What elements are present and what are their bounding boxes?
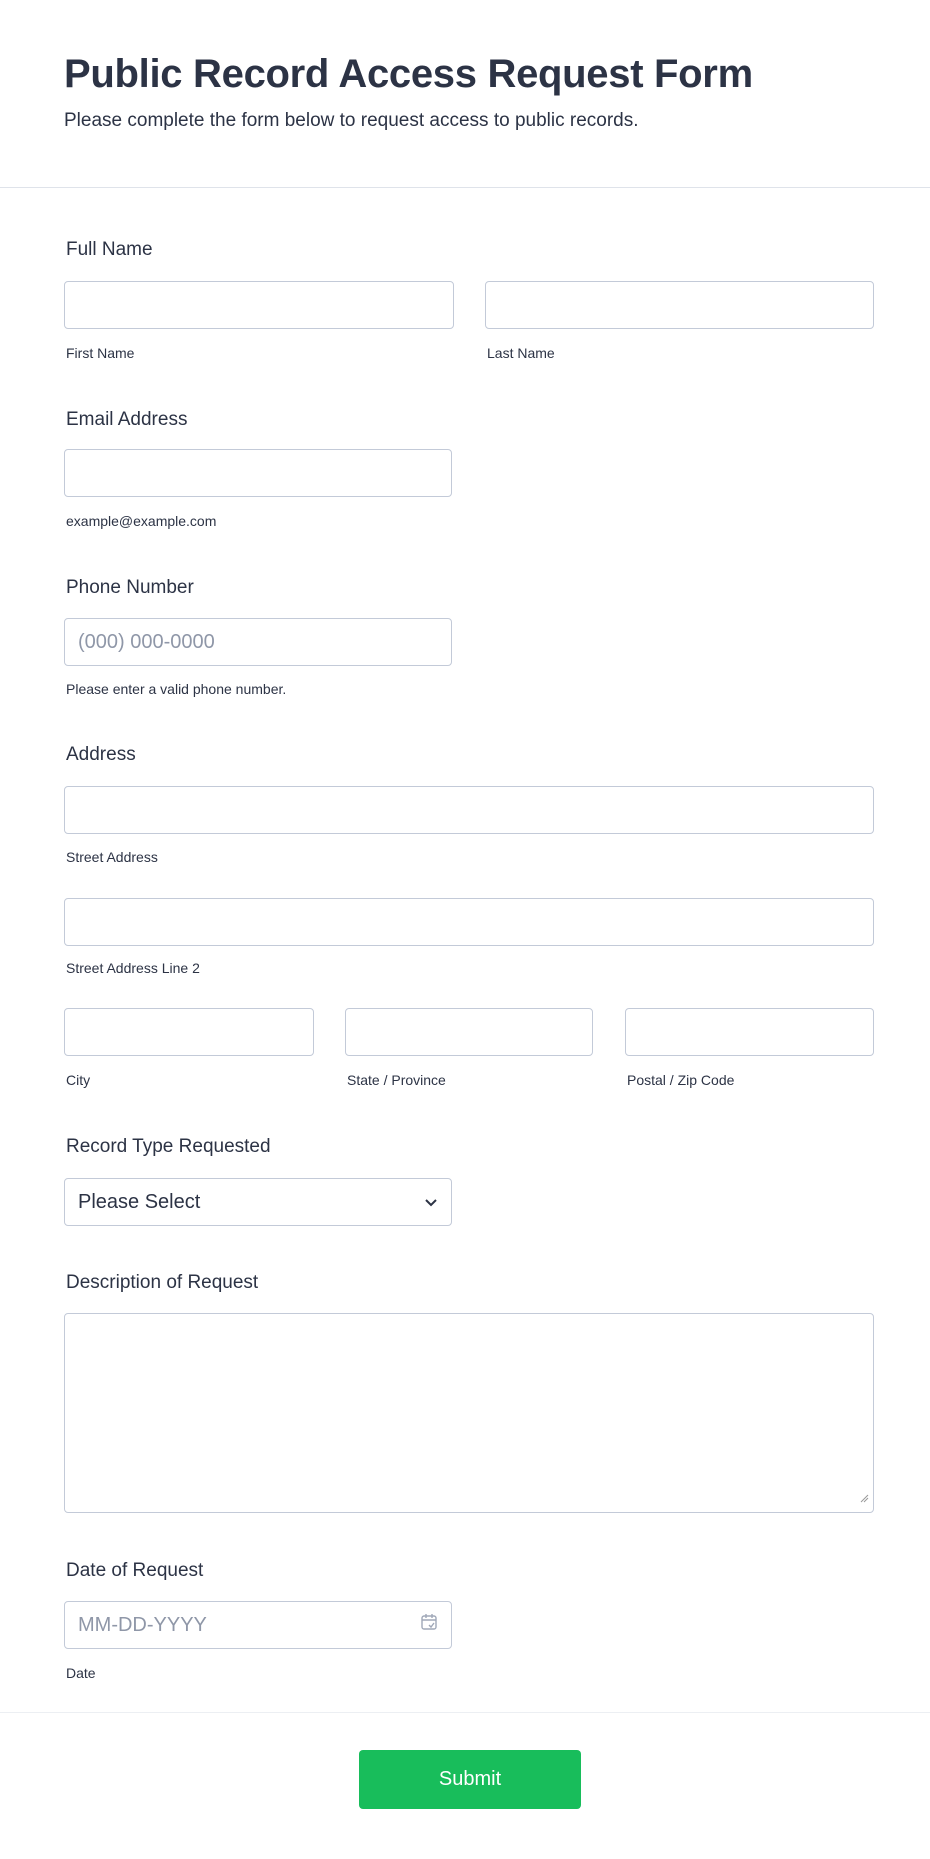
email-input[interactable] <box>64 449 452 497</box>
street-address-line2-input[interactable] <box>64 898 874 946</box>
resize-handle-icon[interactable] <box>860 1486 869 1509</box>
street-address-input[interactable] <box>64 786 874 834</box>
submit-button[interactable]: Submit <box>359 1750 581 1809</box>
phone-placeholder: (000) 000-0000 <box>78 630 215 653</box>
state-sublabel: State / Province <box>347 1072 446 1088</box>
city-sublabel: City <box>66 1072 91 1088</box>
record-type-selected: Please Select <box>78 1190 201 1213</box>
phone-input[interactable] <box>64 618 452 666</box>
full-name-label: Full Name <box>66 239 153 260</box>
zip-sublabel: Postal / Zip Code <box>627 1072 735 1088</box>
address-label: Address <box>66 744 136 765</box>
date-placeholder: MM-DD-YYYY <box>78 1613 207 1636</box>
date-label: Date of Request <box>66 1560 204 1581</box>
header-divider <box>0 187 930 188</box>
first-name-sublabel: First Name <box>66 345 135 361</box>
email-label: Email Address <box>66 409 188 430</box>
chevron-down-icon <box>424 1191 438 1214</box>
street-address-line2-sublabel: Street Address Line 2 <box>66 960 200 976</box>
city-input[interactable] <box>64 1008 314 1056</box>
footer-divider <box>0 1712 930 1713</box>
first-name-input[interactable] <box>64 281 454 329</box>
page-subtitle: Please complete the form below to request access to public records. <box>64 110 639 131</box>
state-input[interactable] <box>345 1008 593 1056</box>
date-sublabel: Date <box>66 1665 96 1681</box>
phone-sublabel: Please enter a valid phone number. <box>66 681 287 697</box>
last-name-input[interactable] <box>485 281 874 329</box>
street-address-sublabel: Street Address <box>66 849 158 865</box>
record-type-label: Record Type Requested <box>66 1136 271 1157</box>
record-type-select[interactable] <box>64 1178 452 1226</box>
date-input[interactable] <box>64 1601 452 1649</box>
description-label: Description of Request <box>66 1272 259 1293</box>
calendar-icon[interactable] <box>420 1613 438 1637</box>
page-title: Public Record Access Request Form <box>64 52 753 96</box>
last-name-sublabel: Last Name <box>487 345 555 361</box>
email-sublabel: example@example.com <box>66 513 217 529</box>
zip-input[interactable] <box>625 1008 874 1056</box>
description-textarea[interactable] <box>64 1313 874 1513</box>
phone-label: Phone Number <box>66 577 194 598</box>
